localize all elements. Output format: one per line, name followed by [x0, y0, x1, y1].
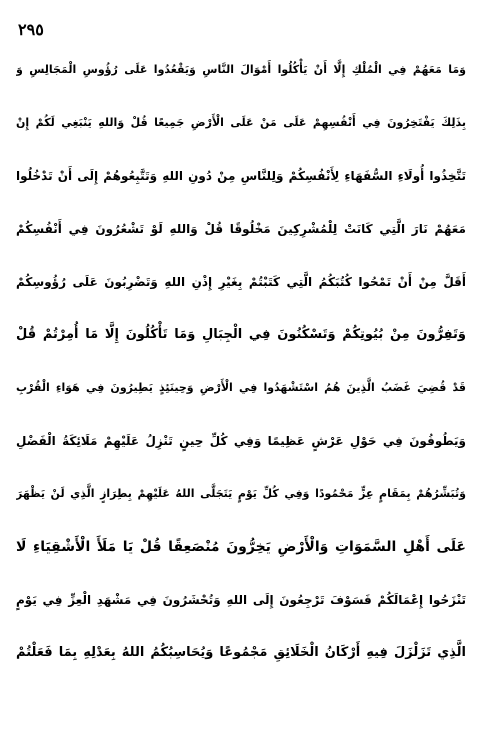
text-line: مَعَهُمْ نَارَ الَّتِي كَانَتْ لِلْمُشْرِكِينَ مَخْلُوقًا قُلْ وَاللهِ لَوْ تَشْعُرُونَ فِي أَنْفُسِكُمْ — [16, 222, 466, 236]
text-line: وَيَطُوفُونَ فِي حَوْلِ عَرْشٍ عَظِيمًا وَفِي كُلِّ حِينٍ تَنْزِلُ عَلَيْهِمْ مَلَائِكَةُ الْفَضْلِ — [16, 434, 466, 448]
text-line: وَتُبَشِّرُهُمْ بِمَقَامٍ عِزٍّ مَحْمُودًا وَفِي كُلِّ يَوْمٍ يَتَجَلَّى اللهُ عَلَيْهِمْ بِطِرَازٍ الَّذِي لَنْ يَظْهَرَ — [16, 487, 466, 500]
text-line: تَتَّخِذُوا أُولَاءِ السُّفَهَاءِ لِأَنْفُسِكُمْ وَلِلنَّاسِ مِنْ دُونِ اللهِ وَتَتَّبِعُوهُمْ إِلَى أَنْ تَدْخُلُوا — [16, 169, 466, 183]
page-number: ٢٩٥ — [18, 20, 44, 39]
text-line: أَقَلَّ مِنْ أَنْ تَمْحُوا كُتُبَكُمُ الَّتِي كَتَبْتُمْ بِغَيْرِ إِذْنِ اللهِ وَتَضْرِبُونَ عَلَى رُؤُوسِكُمْ — [16, 275, 466, 289]
text-line: الَّذِي تَزَلْزَلَ فِيهِ أَرْكَانُ الْخَلَائِقِ مَجْمُوعًا وَيُحَاسِبُكُمُ اللهُ بِعَدْلِهِ بِمَا فَعَلْتُمْ — [16, 645, 466, 660]
text-line: قَدْ قُضِيَ غَضَبُ الَّذِينَ هُمُ اسْتَشْهَدُوا فِي الْأَرْضِ وَحِينَئِذٍ يَطِيرُونَ فِي هَوَاءِ الْقُرْبِ — [16, 381, 466, 394]
text-line: عَلَى أَهْلِ السَّمَوَاتِ وَالْأَرْضِ يَخِرُّونَ مُنْصَعِقًا قُلْ يَا مَلَأَ الْأَشْقِيَاءِ لَا — [16, 539, 466, 555]
text-block — [16, 50, 466, 686]
text-line: تَنْزَحُوا إِعْمَالَكُمْ فَسَوْفَ تَرْجِعُونَ إِلَى اللهِ وَتُحْشَرُونَ فِي مَشْهَدِ الْعِزِّ فِي يَوْمٍ — [16, 593, 466, 607]
text-line: بِذَلِكَ يَفْتَخِرُونَ فِي أَنْفُسِهِمْ عَلَى مَنْ عَلَى الْأَرْضِ جَمِيعًا قُلْ وَاللهِ يَنْبَغِي لَكُمْ إِنْ — [16, 116, 466, 129]
text-line: وَمَا مَعَهُمْ فِي الْمُلْكِ إِلَّا أَنْ يَأْكُلُوا أَمْوَالَ النَّاسِ وَيَقْعُدُوا عَلَى رُؤُوسِ الْمَجَالِسِ وَ — [16, 63, 466, 76]
text-line: وَتَفِرُّونَ مِنْ بُيُوتِكُمْ وَتَسْكُنُونَ فِي الْجِبَالِ وَمَا تَأْكُلُونَ إِلَّا مَا أُمِرْتُمْ قُلْ — [16, 327, 466, 342]
